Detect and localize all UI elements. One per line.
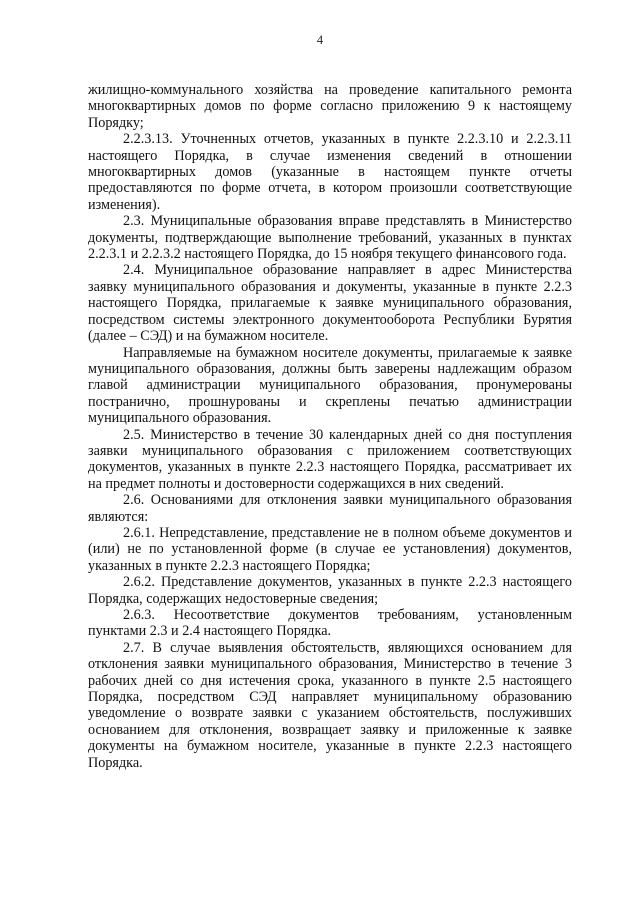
body-text (88, 82, 572, 771)
paragraph-2-6: 2.6. Основаниями для отклонения заявки муниципального образования являются: (88, 492, 572, 525)
paragraph-2-4: 2.4. Муниципальное образование направляет в адрес Министерства заявку муниципального образования и документы, указанные в пункте 2.2.3 настоящего Порядка, прилагаемые к заявке муниципального образования, посредством системы электронного документооборота Республики Бурятия (далее – СЭД) и на бумажном носителе. (88, 262, 572, 345)
paragraph-2-6-1: 2.6.1. Непредставление, представление не в полном объеме документов и (или) не по установленной форме (в случае ее установления) документов, указанных в пункте 2.2.3 настоящего Порядка; (88, 524, 572, 574)
paragraph-2-7: 2.7. В случае выявления обстоятельств, являющихся основанием для отклонения заявки муниципального образования, Министерство в течение 3 рабочих дней со дня истечения срока, указанного в пункте 2.5 настоящего Порядка, посредством СЭД направляет муниципальному образованию уведомление о возврате заявки с указанием обстоятельств, послуживших основанием для отклонения, возвращает заявку и приложенные к заявке документы на бумажном носителе, указанные в пункте 2.2.3 настоящего Порядка. (88, 639, 572, 771)
paragraph-2-6-3: 2.6.3. Несоответствие документов требованиям, установленным пунктами 2.3 и 2.4 настоящего Порядка. (88, 607, 572, 640)
paragraph-2-6-2: 2.6.2. Представление документов, указанных в пункте 2.2.3 настоящего Порядка, содержащих недостоверные сведения; (88, 574, 572, 607)
paragraph-continuation: жилищно-коммунального хозяйства на проведение капитального ремонта многоквартирных домов по форме согласно приложению 9 к настоящему Порядку; (88, 82, 572, 131)
paragraph-2-3: 2.3. Муниципальные образования вправе представлять в Министерство документы, подтверждающие выполнение требований, указанных в пунктах 2.2.3.1 и 2.2.3.2 настоящего Порядка, до 15 ноября текущего финансового года. (88, 213, 572, 263)
paragraph-2-5: 2.5. Министерство в течение 30 календарных дней со дня поступления заявки муниципального образования с приложением соответствующих документов, указанных в пункте 2.2.3 настоящего Порядка, рассматривает их на предмет полноты и достоверности содержащихся в них сведений. (88, 426, 572, 492)
paragraph-2-2-3-13: 2.2.3.13. Уточненных отчетов, указанных в пункте 2.2.3.10 и 2.2.3.11 настоящего Порядка, в случае изменения сведений в отношении многоквартирных домов (указанные в настоящем пункте отчеты предоставляются по форме отчета, в котором произошли соответствующие изменения). (88, 131, 572, 213)
paragraph-paper-documents: Направляемые на бумажном носителе документы, прилагаемые к заявке муниципального образования, должны быть заверены надлежащим образом главой администрации муниципального образования, пронумерованы постранично, прошнурованы и скреплены печатью администрации муниципального образования. (88, 344, 572, 427)
page-number: 4 (316, 33, 324, 47)
